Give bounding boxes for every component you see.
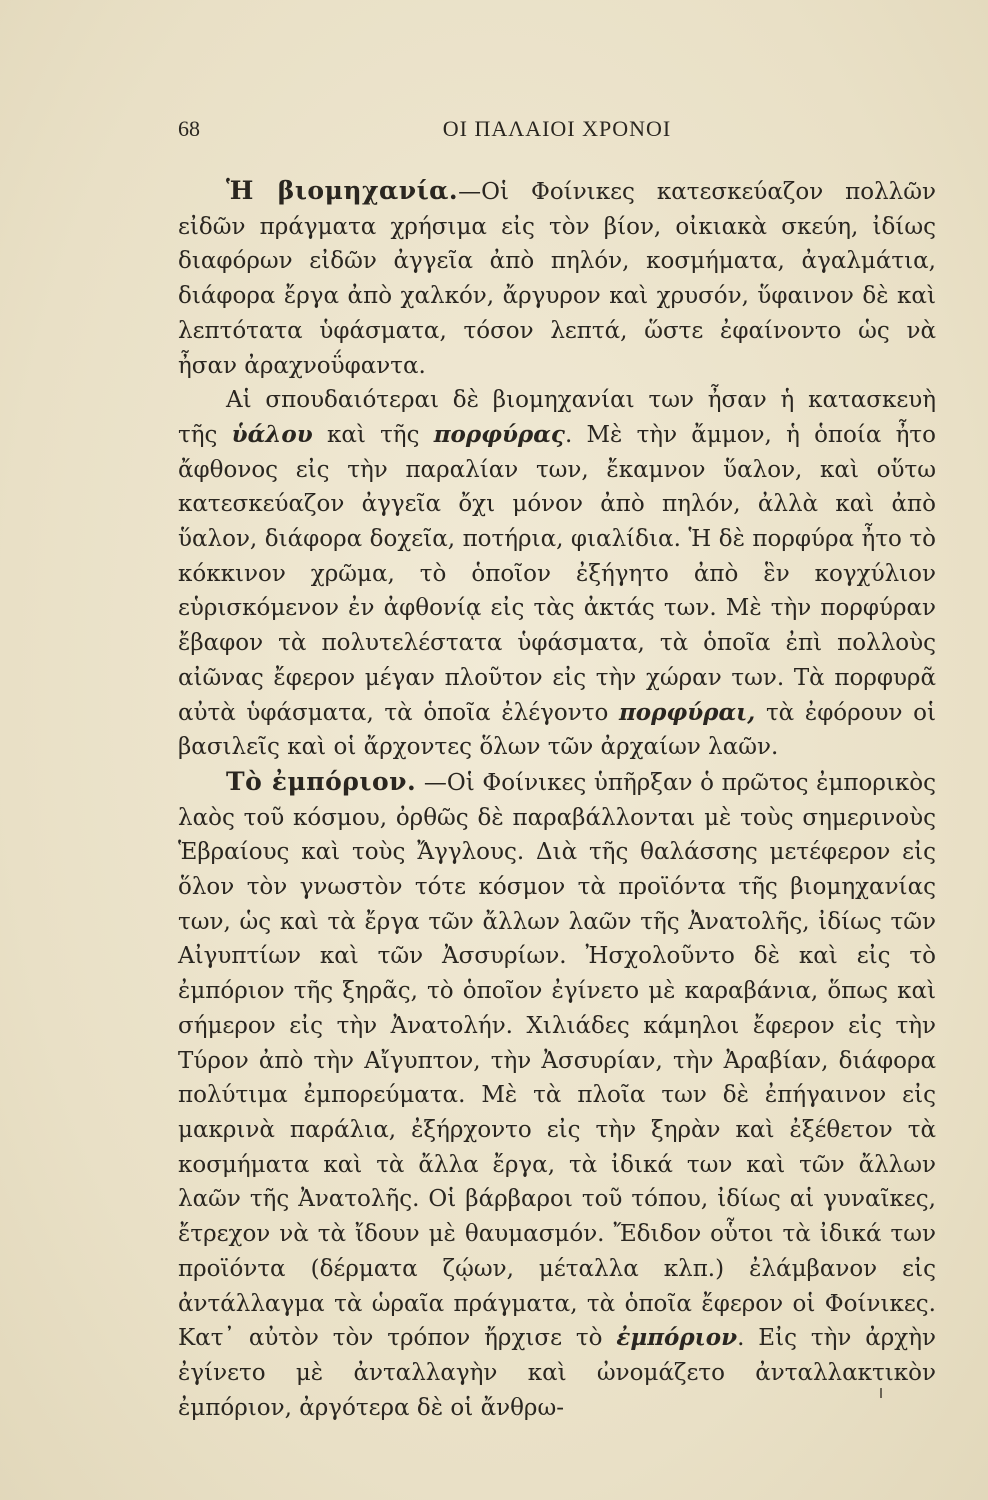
paragraph-text: . Μὲ τὴν ἄμμον, ἡ ὁποία ἦτο ἄφθονος εἰς τὴν παραλίαν των, ἔκαμνον ὕαλον, καὶ οὕτω κατεσκεύαζον ἀγγεῖα ὄχι μόνον ἀπὸ πηλόν, ἀλλὰ καὶ ἀπὸ ὕαλον, διάφορα δοχεῖα, ποτήρια, φιαλίδια. Ἡ δὲ πορφύρα ἦτο τὸ κόκκινον χρῶμα, τὸ ὁποῖον ἐξήγητο ἀπὸ ἓν κογχύλιον εὑρισκόμενον ἐν ἀφθονίᾳ εἰς τὰς ἀκτάς των. Μὲ τὴν πορφύραν ἔβαφον τὰ πολυτελέστατα ὑφάσματα, τὰ ὁποῖα ἐπὶ πολλοὺς αἰῶνας ἔφερον μέγαν πλοῦτον εἰς τὴν χώραν των. Τὰ πορφυρᾶ αὐτὰ ὑφάσματα, τὰ ὁποῖα ἐλέγοντο xyxy=(178,421,936,726)
page-header xyxy=(178,116,936,156)
paragraph-commerce xyxy=(178,765,936,1425)
term-commerce: ἐμπόριον xyxy=(616,1324,738,1352)
body-text xyxy=(178,174,936,1425)
term-glass: ὑάλου xyxy=(231,420,313,448)
paragraph-text: —Οἱ Φοίνικες ὑπῆρξαν ὁ πρῶτος ἐμπορικὸς λαὸς τοῦ κόσμου, ὀρθῶς δὲ παραβάλλονται μὲ τοὺς σημερινοὺς Ἑβραίους καὶ τοὺς Ἄγγλους. Διὰ τῆς θαλάσσης μετέφερον εἰς ὅλον τὸν γνωστὸν τότε κόσμον τὰ προϊόντα τῆς βιομηχανίας των, ὡς καὶ τὰ ἔργα τῶν ἄλλων λαῶν τῆς Ἀνατολῆς, ἰδίως τῶν Αἰγυπτίων καὶ τῶν Ἀσσυρίων. Ἠσχολοῦντο δὲ καὶ εἰς τὸ ἐμπόριον τῆς ξηρᾶς, τὸ ὁποῖον ἐγίνετο μὲ καραβάνια, ὅπως καὶ σήμερον εἰς τὴν Ἀνατολήν. Χιλιάδες κάμηλοι ἔφερον εἰς τὴν Τύρον ἀπὸ τὴν Αἴγυπτον, τὴν Ἀσσυρίαν, τὴν Ἀραβίαν, διάφορα πολύτιμα ἐμπορεύματα. Μὲ τὰ πλοῖα των δὲ ἐπήγαινον εἰς μακρινὰ παράλια, ἐξήρχοντο εἰς τὴν ξηρὰν καὶ ἐξέθετον τὰ κοσμήματα καὶ τὰ ἄλλα ἔργα, τὰ ἰδικά των καὶ τῶν ἄλλων λαῶν τῆς Ἀνατολῆς. Οἱ βάρβαροι τοῦ τόπου, ἰδίως αἱ γυναῖκες, ἔτρεχον νὰ τὰ ἴδουν μὲ θαυμασμόν. Ἔδιδον οὗτοι τὰ ἰδικά των προϊόντα (δέρματα ζῴων, μέταλλα κλπ.) ἐλάμβανον εἰς ἀντάλλαγμα τὰ ὡραῖα πράγματα, τὰ ὁποῖα ἔφερον οἱ Φοίνικες. Κατ᾽ αὐτὸν τὸν τρόπον ἤρχισε τὸ xyxy=(178,769,936,1352)
section-heading-industry: Ἡ βιομηχανία. xyxy=(226,176,459,205)
print-mark xyxy=(880,1388,882,1398)
paragraph-text: καὶ τῆς xyxy=(312,421,434,448)
term-purple: πορφύρας xyxy=(433,420,565,448)
paragraph-text: —Οἱ Φοίνικες κατεσκεύαζον πολλῶν εἰδῶν πράγματα χρήσιμα εἰς τὸν βίον, οἰκιακὰ σκεύη, ἰδίως διαφόρων εἰδῶν ἀγγεῖα ἀπὸ πηλόν, κοσμήματα, ἀγαλμάτια, διάφορα ἔργα ἀπὸ χαλκόν, ἄργυρον καὶ χρυσόν, ὕφαινον δὲ καὶ λεπτότατα ὑφάσματα, τόσον λεπτά, ὥστε ἐφαίνοντο ὡς νὰ ἦσαν ἀραχνοΰφαντα. xyxy=(178,179,936,379)
paragraph-glass-purple xyxy=(178,383,936,765)
paragraph-text: τὰ ἐφόρουν οἱ βασιλεῖς καὶ οἱ ἄρχοντες ὅλων τῶν ἀρχαίων λαῶν. xyxy=(178,699,936,761)
term-purples: πορφύραι, xyxy=(618,698,756,726)
running-title: ΟΙ ΠΑΛΑΙΟΙ ΧΡΟΝΟΙ xyxy=(442,116,672,141)
paragraph-industry xyxy=(178,174,936,383)
page-number: 68 xyxy=(178,116,200,141)
section-heading-commerce: Τὸ ἐμπόριον. xyxy=(226,766,417,796)
paragraph-text: . Εἰς τὴν ἀρχὴν ἐγίνετο μὲ ἀνταλλαγὴν καὶ ὠνομάζετο ἀνταλλακτικὸν ἐμπόριον, ἀργότερα δὲ οἱ ἄνθρω- xyxy=(178,1325,936,1421)
paragraph-text: Αἱ σπουδαιότεραι δὲ βιομηχανίαι των ἦσαν ἡ κατασκευὴ τῆς xyxy=(178,387,936,448)
